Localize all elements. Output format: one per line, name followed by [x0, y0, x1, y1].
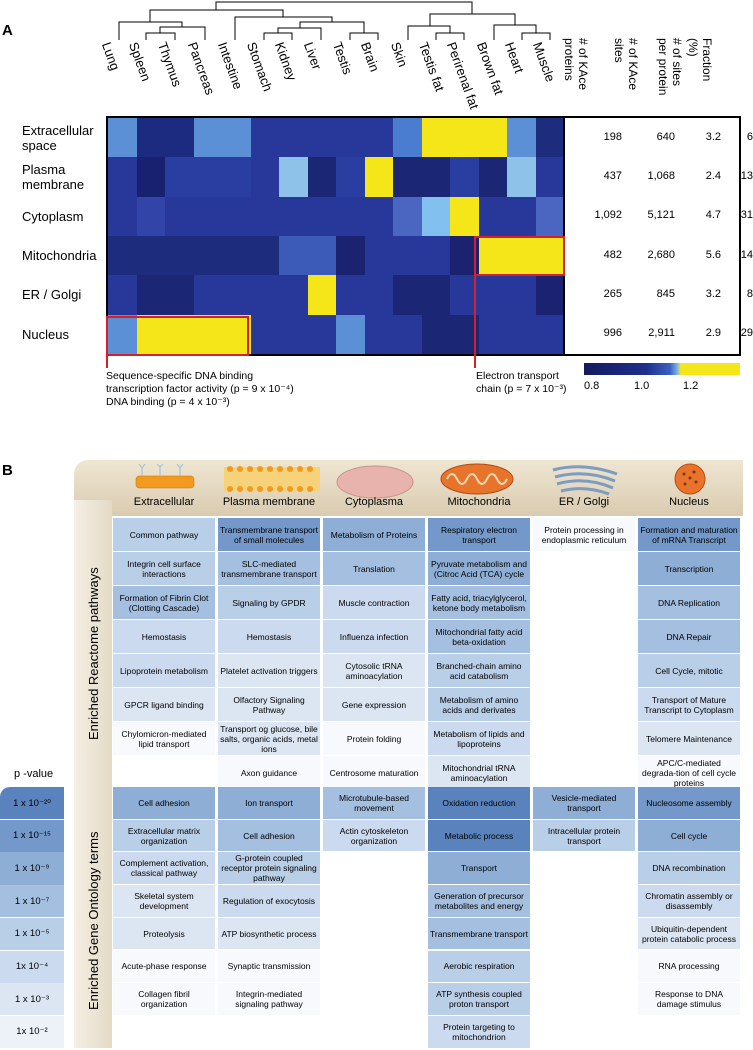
go-term-cell: Vesicle-mediated transport [533, 787, 635, 819]
heatmap-cell [165, 157, 194, 197]
annotation-line: Sequence-specific DNA binding [106, 370, 254, 382]
compartment-column-header: Extracellular [133, 496, 195, 508]
reactome-pathway-cell: Protein processing in endoplasmic reticulum [533, 518, 635, 551]
tissue-label: Testis fat [415, 40, 448, 94]
reactome-pathway-cell: Branched-chain amino acid catabolism [428, 654, 530, 687]
stat-value: 3.2 [705, 287, 721, 300]
go-term-cell: Integrin-mediated signaling pathway [218, 983, 320, 1015]
heatmap-cell [507, 315, 536, 355]
mitochondria-highlight [474, 236, 565, 276]
heatmap-cell [251, 118, 280, 158]
stat-value: 996 [603, 327, 622, 340]
heatmap-cell [165, 197, 194, 237]
colorbar [584, 363, 740, 375]
go-term-cell: Intracellular protein transport [533, 820, 635, 852]
tissue-label: Pancreas [184, 40, 218, 97]
row-label-line: ER / Golgi [22, 287, 82, 303]
stat-value: 29 [740, 327, 753, 340]
go-term-cell: ATP biosynthetic process [218, 918, 320, 950]
pvalue-legend-cell: 1 x 10⁻¹⁵ [0, 820, 64, 852]
heatmap-row-label [22, 248, 96, 263]
stat-value: 640 [656, 130, 675, 143]
reactome-pathway-cell: Centrosome maturation [323, 756, 425, 789]
heatmap-cell [393, 275, 422, 315]
stat-header-line: sites [612, 38, 626, 63]
tissue-label: Thymus [154, 40, 185, 89]
heatmap-cell [422, 118, 451, 158]
heatmap-cell [137, 275, 166, 315]
compartment-column-header: Nucleus [669, 496, 709, 508]
panel-a-label: A [2, 22, 13, 39]
heatmap-cell [450, 157, 479, 197]
heatmap-cell [308, 275, 337, 315]
cytoplasma-icon [330, 462, 420, 496]
go-term-cell: Skeletal system development [113, 885, 215, 917]
reactome-pathway-cell: Mitochondrial tRNA aminoacylation [428, 756, 530, 789]
heatmap-cell [194, 275, 223, 315]
heatmap-cell [251, 236, 280, 276]
heatmap-cell [279, 118, 308, 158]
reactome-pathway-cell: Transmembrane transport of small molecules [218, 518, 320, 551]
heatmap-cell [536, 118, 565, 158]
go-term-cell: Complement activation, classical pathway [113, 852, 215, 884]
compartment-column-header: Cytoplasma [344, 496, 404, 508]
go-term-cell: Generation of precursor metabolites and energy [428, 885, 530, 917]
heatmap-cell [393, 315, 422, 355]
stat-value: 5.6 [705, 248, 721, 261]
stat-header [656, 38, 684, 95]
heatmap-cell [251, 157, 280, 197]
go-term-cell: Extracellular matrix organization [113, 820, 215, 852]
heatmap-cell [507, 275, 536, 315]
reactome-pathway-cell: Formation and maturation of mRNA Transcript [638, 518, 740, 551]
row-label-line: Nucleus [22, 326, 69, 342]
reactome-pathway-cell: GPCR ligand binding [113, 688, 215, 721]
heatmap-cell [336, 118, 365, 158]
heatmap-cell [479, 197, 508, 237]
go-side-label: Enriched Gene Ontology terms [86, 831, 101, 1010]
heatmap-cell [108, 236, 137, 276]
stat-value: 845 [656, 287, 675, 300]
tissue-label: Testis [329, 40, 356, 77]
pvalue-legend-cell: 1x 10⁻² [0, 1016, 64, 1048]
row-label-line: Mitochondria [22, 248, 97, 264]
go-term-cell: Oxidation reduction [428, 787, 530, 819]
annotation-mitochondria [476, 370, 566, 396]
mitochondria-icon [437, 462, 517, 496]
stat-header [612, 38, 640, 90]
heatmap-cell [422, 157, 451, 197]
reactome-pathway-cell: Respiratory electron transport [428, 518, 530, 551]
heatmap-cell [108, 197, 137, 237]
heatmap-cell [194, 236, 223, 276]
compartment-column-header: Mitochondria [447, 496, 511, 508]
tissue-label: Stomach [243, 40, 276, 94]
pvalue-legend-cell: 1 x 10⁻²⁰ [0, 787, 64, 819]
reactome-pathway-cell: Hemostasis [218, 620, 320, 653]
heatmap-cell [536, 315, 565, 355]
reactome-pathway-cell: Gene expression [323, 688, 425, 721]
heatmap-row-label [22, 162, 84, 192]
reactome-pathway-cell: Integrin cell surface interactions [113, 552, 215, 585]
stat-value: 6 [746, 130, 753, 143]
heatmap-cell [422, 315, 451, 355]
colorbar-tick: 1.0 [634, 380, 650, 392]
row-label-line: Plasma [22, 161, 66, 177]
heatmap-cell [165, 275, 194, 315]
heatmap-cell [279, 236, 308, 276]
annotation-line: Electron transport [476, 370, 559, 382]
row-label-line: Extracellular [22, 122, 94, 138]
heatmap-cell [222, 118, 251, 158]
annotation-line: chain (p = 7 x 10⁻³) [476, 383, 567, 395]
stat-value: 8 [746, 287, 753, 300]
heatmap-cell [108, 118, 137, 158]
heatmap-cell [365, 315, 394, 355]
heatmap-cell [279, 315, 308, 355]
reactome-pathway-cell: Common pathway [113, 518, 215, 551]
annotation-line: DNA binding (p = 4 x 10⁻³) [106, 396, 230, 408]
nucleus-highlight [106, 316, 249, 356]
annotation-nucleus [106, 370, 294, 409]
go-term-cell: Regulation of exocytosis [218, 885, 320, 917]
heatmap-cell [393, 236, 422, 276]
reactome-pathway-cell: Fatty acid, triacylglycerol, ketone body metabolism [428, 586, 530, 619]
go-term-cell: Aerobic respiration [428, 951, 530, 983]
heatmap-cell [479, 118, 508, 158]
heatmap-cell [507, 197, 536, 237]
tissue-label: Heart [501, 40, 527, 76]
heatmap-cell [194, 157, 223, 197]
stat-header [686, 38, 714, 81]
heatmap-cell [222, 157, 251, 197]
heatmap-cell [137, 236, 166, 276]
pvalue-legend-cell: 1 x 10⁻⁹ [0, 852, 64, 884]
heatmap-cell [222, 275, 251, 315]
heatmap-cell [336, 157, 365, 197]
stat-value: 2,680 [647, 248, 675, 261]
stat-header-line: # of sites [670, 38, 684, 87]
heatmap-cell [137, 118, 166, 158]
tissue-label: Kidney [271, 40, 300, 83]
go-term-cell: Ubiquitin-dependent protein catabolic process [638, 918, 740, 950]
tissue-label: Lung [98, 40, 123, 73]
go-term-cell: Ion transport [218, 787, 320, 819]
stat-value: 2,911 [648, 327, 675, 340]
heatmap-cell [365, 197, 394, 237]
tissue-label: Intestine [214, 40, 246, 92]
heatmap-cell [137, 197, 166, 237]
heatmap-cell [450, 197, 479, 237]
stat-value: 482 [603, 248, 622, 261]
stat-header-line: # of KAce [626, 38, 640, 91]
heatmap-cell [393, 118, 422, 158]
heatmap-cell [137, 157, 166, 197]
heatmap-cell [336, 315, 365, 355]
heatmap-cell [536, 197, 565, 237]
annotation-leader-left [106, 356, 108, 368]
stat-value: 1,092 [594, 209, 622, 222]
row-label-line: Cytoplasm [22, 208, 84, 224]
tissue-label: Brown fat [473, 40, 507, 97]
stat-header-line: per protein [656, 38, 670, 96]
tissue-label: Perirenal fat [443, 40, 482, 111]
stat-header [562, 38, 590, 90]
heatmap-cell [336, 275, 365, 315]
reactome-pathway-cell: Protein folding [323, 722, 425, 755]
tissue-label: Muscle [529, 40, 559, 84]
stat-value: 2.4 [705, 169, 721, 182]
reactome-pathway-cell: SLC-mediated transmembrane transport [218, 552, 320, 585]
go-term-cell: Cell adhesion [218, 820, 320, 852]
heatmap-cell [422, 197, 451, 237]
heatmap-cell [336, 236, 365, 276]
go-term-cell: Synaptic transmission [218, 951, 320, 983]
tissue-label: Liver [300, 40, 325, 72]
reactome-pathway-cell: Platelet activation triggers [218, 654, 320, 687]
heatmap-cell [222, 197, 251, 237]
stat-value: 13 [740, 169, 753, 182]
heatmap-cell [279, 197, 308, 237]
heatmap-cell [108, 157, 137, 197]
reactome-pathway-cell: Signaling by GPDR [218, 586, 320, 619]
stat-value: 14 [740, 248, 753, 261]
heatmap-cell [479, 315, 508, 355]
stat-header-line: (%) [686, 38, 700, 57]
heatmap-cell [365, 118, 394, 158]
reactome-pathway-cell: Telomere Maintenance [638, 722, 740, 755]
go-term-cell: ATP synthesis coupled proton transport [428, 983, 530, 1015]
heatmap-cell [365, 157, 394, 197]
row-label-line: membrane [22, 176, 85, 192]
reactome-pathway-cell: DNA Repair [638, 620, 740, 653]
heatmap-cell [308, 118, 337, 158]
heatmap-cell [450, 118, 479, 158]
reactome-pathway-cell: Metabolism of Proteins [323, 518, 425, 551]
go-term-cell: Metabolic process [428, 820, 530, 852]
heatmap-cell [507, 118, 536, 158]
annotation-line: transcription factor activity (p = 9 x 10⁻⁴) [106, 383, 294, 395]
heatmap-row-label [22, 327, 69, 342]
heatmap-cell [393, 157, 422, 197]
heatmap-cell [251, 275, 280, 315]
heatmap-cell [108, 275, 137, 315]
reactome-pathway-cell: Transport of Mature Transcript to Cytoplasm [638, 688, 740, 721]
heatmap-cell [251, 197, 280, 237]
reactome-pathway-cell: DNA Replication [638, 586, 740, 619]
stat-value: 1,068 [647, 169, 675, 182]
heatmap-cell [507, 157, 536, 197]
reactome-pathway-cell: Muscle contraction [323, 586, 425, 619]
er-golgi-icon [545, 462, 625, 496]
go-term-cell: Microtubule-based movement [323, 787, 425, 819]
heatmap-cell [422, 236, 451, 276]
heatmap-cell [251, 315, 280, 355]
heatmap-cell [308, 315, 337, 355]
colorbar-tick: 1.2 [683, 380, 699, 392]
go-term-cell: Collagen fibril organization [113, 983, 215, 1015]
heatmap-cell [336, 197, 365, 237]
pvalue-legend-cell: 1x 10⁻⁴ [0, 951, 64, 983]
heatmap-cell [393, 197, 422, 237]
go-term-cell: Cell cycle [638, 820, 740, 852]
reactome-pathway-cell: Pyruvate metabolism and (Citroc Acid (TCA) cycle [428, 552, 530, 585]
heatmap-row-label [22, 123, 94, 153]
reactome-side-label: Enriched Reactome pathways [86, 567, 101, 740]
go-term-cell: Nucleosome assembly [638, 787, 740, 819]
go-term-cell: Protein targeting to mitochondrion [428, 1016, 530, 1048]
tissue-label: Spleen [125, 40, 154, 84]
reactome-pathway-cell: Influenza infection [323, 620, 425, 653]
heatmap-cell [365, 275, 394, 315]
reactome-pathway-cell: APC/C-mediated degrada-tion of cell cycle proteins [638, 756, 740, 789]
stat-value: 265 [603, 287, 622, 300]
heatmap-row-label [22, 209, 83, 224]
panel-b-label: B [2, 462, 13, 479]
heatmap-cell [194, 197, 223, 237]
stat-value: 31 [740, 209, 753, 222]
heatmap-cell [165, 118, 194, 158]
heatmap-cell [479, 157, 508, 197]
heatmap-cell [194, 118, 223, 158]
compartment-column-header: Plasma membrane [222, 496, 316, 508]
pvalue-title: p -value [14, 768, 54, 780]
heatmap-cell [422, 275, 451, 315]
reactome-pathway-cell: Metabolism of lipids and lipoproteins [428, 722, 530, 755]
nucleus-icon [670, 462, 710, 496]
tissue-label: Skin [387, 40, 411, 69]
stat-value: 437 [603, 169, 622, 182]
compartment-column-header: ER / Golgi [558, 496, 610, 508]
stat-value: 5,121 [647, 209, 675, 222]
annotation-leader-right [474, 276, 476, 368]
go-term-cell: Cell adhesion [113, 787, 215, 819]
stat-value: 198 [603, 130, 622, 143]
go-term-cell: Transmembrane transport [428, 918, 530, 950]
heatmap-cell [165, 236, 194, 276]
stat-value: 3.2 [705, 130, 721, 143]
heatmap-cell [308, 157, 337, 197]
heatmap-cell [308, 197, 337, 237]
reactome-pathway-cell: Transcription [638, 552, 740, 585]
go-term-cell: Actin cytoskeleton organization [323, 820, 425, 852]
reactome-pathway-cell: Metabolism of amino acids and derivates [428, 688, 530, 721]
pvalue-legend-cell: 1 x 10⁻⁷ [0, 885, 64, 917]
heatmap-cell [536, 157, 565, 197]
heatmap-cell [308, 236, 337, 276]
stat-header-line: # of KAce [576, 38, 590, 91]
heatmap-cell [222, 236, 251, 276]
reactome-pathway-cell: Chylomicron-mediated lipid transport [113, 722, 215, 755]
go-term-cell: G-protein coupled receptor protein signaling pathway [218, 852, 320, 884]
reactome-pathway-cell: Cell Cycle, mitotic [638, 654, 740, 687]
reactome-pathway-cell: Axon guidance [218, 756, 320, 789]
reactome-pathway-cell: Lipoprotein metabolism [113, 654, 215, 687]
go-term-cell: Proteolysis [113, 918, 215, 950]
reactome-pathway-cell: Cytosolic tRNA aminoacylation [323, 654, 425, 687]
heatmap-cell [365, 236, 394, 276]
reactome-pathway-cell: Mitochondrial fatty acid beta-oxidation [428, 620, 530, 653]
stat-header-line: Fraction [700, 38, 714, 82]
heatmap-cell [279, 275, 308, 315]
row-label-line: space [22, 137, 57, 153]
extracellular-icon [130, 462, 200, 496]
reactome-pathway-cell: Formation of Fibrin Clot (Clotting Cascade) [113, 586, 215, 619]
heatmap-cell [479, 275, 508, 315]
pvalue-legend-cell: 1 x 10⁻³ [0, 983, 64, 1015]
go-term-cell: Acute-phase response [113, 951, 215, 983]
stat-value: 4.7 [705, 209, 721, 222]
go-term-cell: Transport [428, 852, 530, 884]
heatmap-cell [536, 275, 565, 315]
pvalue-legend-cell: 1 x 10⁻⁵ [0, 918, 64, 950]
go-term-cell: Response to DNA damage stimulus [638, 983, 740, 1015]
go-term-cell: Chromatin assembly or disassembly [638, 885, 740, 917]
reactome-pathway-cell: Transport og glucose, bile salts, organic acids, metal ions [218, 722, 320, 755]
reactome-pathway-cell: Olfactory Signaling Pathway [218, 688, 320, 721]
go-term-cell: DNA recombination [638, 852, 740, 884]
reactome-pathway-cell: Hemostasis [113, 620, 215, 653]
colorbar-tick: 0.8 [584, 380, 600, 392]
plasma-membrane-icon [222, 463, 322, 495]
stat-value: 2.9 [705, 327, 721, 340]
heatmap-row-label [22, 287, 81, 302]
stat-header-line: proteins [562, 38, 576, 81]
tissue-label: Brain [357, 40, 383, 74]
heatmap-cell [279, 157, 308, 197]
go-term-cell: RNA processing [638, 951, 740, 983]
reactome-pathway-cell: Translation [323, 552, 425, 585]
